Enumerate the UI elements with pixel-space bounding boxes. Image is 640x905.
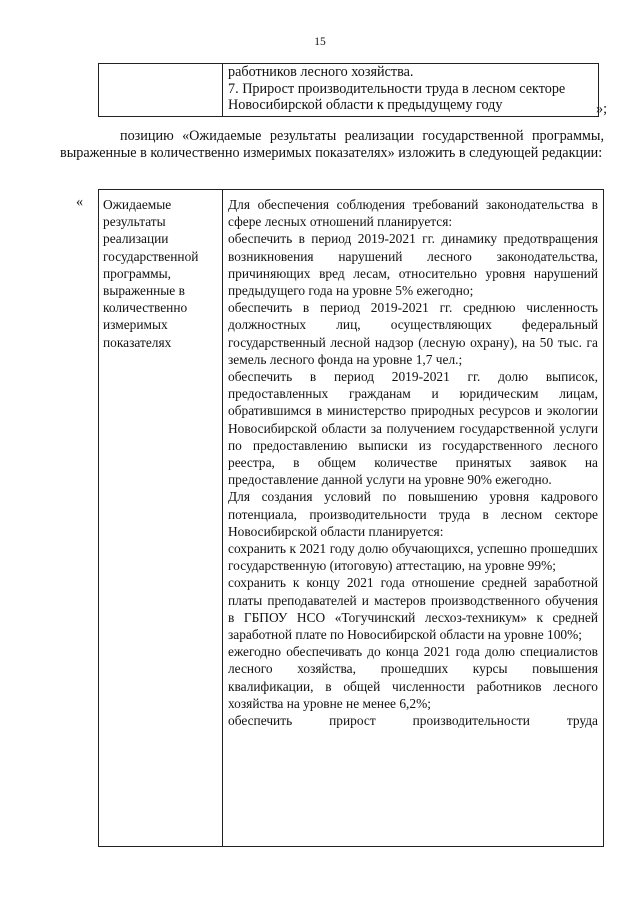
- right-cell-paragraph: обеспечить в период 2019-2021 гг. динамику предотвращения возникновения нарушений лесного законодательства, причиняющих вред лесам, относительно уровня нарушений предыдущего года на уровне 5% ежегодно;: [228, 231, 598, 299]
- left-cell-line: реализации: [103, 231, 169, 247]
- continuation-line: работников лесного хозяйства.: [228, 64, 414, 80]
- closing-quote-mark: »;: [596, 101, 608, 117]
- right-cell-paragraph: сохранить к концу 2021 года отношение средней заработной платы преподавателей и мастеров производственного обучения в ГБПОУ НСО «Тогучинский лесхоз-техникум» к средней заработной плате по Новосибирской области на уровне 100%;: [228, 575, 598, 643]
- main-table-left-cell: [99, 190, 223, 847]
- left-cell-line: Ожидаемые: [103, 197, 172, 212]
- continuation-table: [98, 63, 599, 117]
- left-cell-line: результаты: [103, 214, 166, 230]
- left-cell-line: показателях: [103, 334, 172, 350]
- right-cell-paragraph: Для создания условий по повышению уровня кадрового потенциала, производительности труда в лесном секторе Новосибирской области планируется:: [228, 489, 598, 539]
- instruction-paragraph: [60, 128, 604, 162]
- continuation-line: Новосибирской области к предыдущему году: [228, 97, 503, 113]
- left-cell-line: выраженные в: [103, 283, 185, 299]
- continuation-line: 7. Прирост производительности труда в лесном секторе: [228, 80, 566, 97]
- main-table: [98, 189, 604, 847]
- right-cell-paragraph: Для обеспечения соблюдения требований законодательства в сфере лесных отношений планируется:: [228, 197, 598, 230]
- instruction-text: позицию «Ожидаемые результаты реализации государственной программы, выраженные в количественно измеримых показателях» изложить в следующей редакции:: [60, 128, 604, 161]
- right-cell-paragraph: ежегодно обеспечивать до конца 2021 года долю специалистов лесного хозяйства, прошедших курсы повышения квалификации, в общей численности работников лесного хозяйства на уровне не менее 6,2%;: [228, 644, 598, 711]
- left-cell-line: государственной: [103, 248, 199, 264]
- left-cell-line: программы,: [103, 265, 171, 281]
- main-table-right-cell: [223, 190, 604, 847]
- continuation-table-right-cell: [223, 64, 599, 117]
- right-cell-paragraph: обеспечить в период 2019-2021 гг. среднюю численность должностных лиц, осуществляющих федеральный государственный лесной надзор (лесную охрану), на 50 тыс. га земель лесного фонда на уровне 1,7 чел.;: [228, 300, 598, 367]
- left-cell-line: измеримых: [103, 317, 168, 333]
- left-cell-line: количественно: [103, 300, 188, 316]
- opening-quote-mark: «: [76, 194, 84, 210]
- continuation-table-left-cell: [99, 64, 223, 117]
- right-cell-paragraph: сохранить к 2021 году долю обучающихся, успешно прошедших государственную (итоговую) аттестацию, на уровне 99%;: [228, 541, 598, 574]
- right-cell-paragraph: обеспечить прирост производительности труда: [228, 713, 598, 729]
- page-number: 15: [314, 36, 326, 48]
- right-cell-paragraph: обеспечить в период 2019-2021 гг. долю выписок, предоставленных гражданам и юридическим лицам, обратившимся в министерство природных ресурсов и экологии Новосибирской области за получением государственной услуги по предоставлению выписки из государственного лесного реестра, в общем количестве принятых заявок на предоставление данной услуги на уровне 90% ежегодно.: [228, 369, 598, 488]
